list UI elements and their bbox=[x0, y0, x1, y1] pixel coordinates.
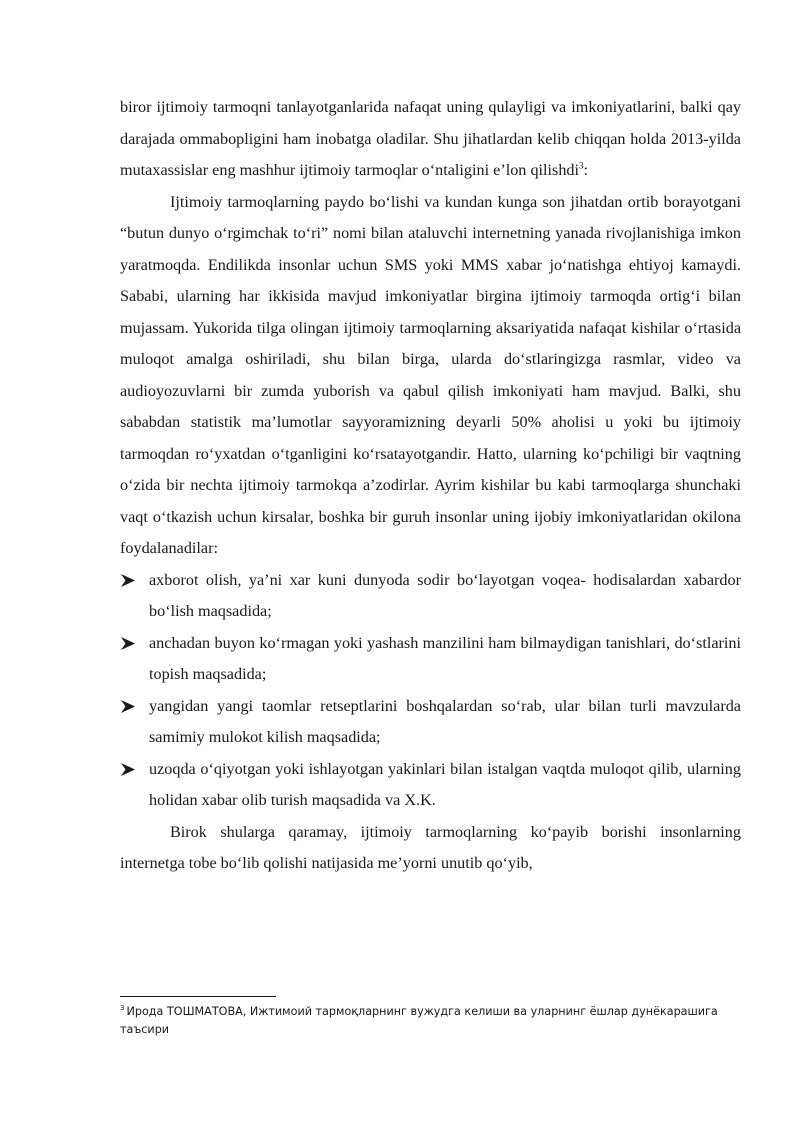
arrowhead-bullet-icon bbox=[120, 565, 140, 597]
list-item bbox=[120, 565, 741, 628]
paragraph-3: Birok shularga qaramay, ijtimoiy tarmoqlarning ko‘payib borishi insonlarning internetga tobe bo‘lib qolishi natijasida me’yorni unutib qo‘yib, bbox=[120, 822, 741, 872]
paragraph-2: Ijtimoiy tarmoqlarning paydo bo‘lishi va kundan kunga son jihatdan ortib borayotgani “butun dunyo o‘rgimchak to‘ri” nomi bilan ataluvchi internetning yanada rivojlanishiga imkon yaratmoqda. Endilikda insonlar uchun SMS yoki MMS xabar jo‘natishga ehtiyoj kamaydi. Sababi, ularning har ikkisida mavjud imkoniyatlar birgina ijtimoiy tarmoqda ortig‘i bilan mujassam. Yukorida tilga olingan ijtimoiy tarmoqlarning aksariyatida nafaqat kishilar o‘rtasida muloqot amalga oshiriladi, shu bilan birga, ularda do‘stlaringizga rasmlar, video va audioyozuvlarni bir zumda yuborish va qabul qilish imkoniyati ham mavjud. Balki, shu sababdan statistik ma’lumotlar sayyoramizning deyarli 50% aholisi u yoki bu ijtimoiy tarmoqdan ro‘yxatdan o‘tganligini ko‘rsatayotgandir. Hatto, ularning ko‘pchiligi bir vaqtning o‘zida bir nechta ijtimoiy tarmokqa a’zodirlar. Ayrim kishilar bu kabi tarmoqlarga shunchaki vaqt o‘tkazish uchun kirsalar, boshka bir guruh insonlar uning ijobiy imkoniyatlaridan okilona foydalanadilar: bbox=[120, 192, 741, 557]
paragraph-1-tail: : bbox=[583, 161, 589, 179]
bullet-list bbox=[120, 565, 741, 817]
arrowhead-bullet-icon bbox=[120, 628, 140, 660]
body-text bbox=[120, 92, 741, 880]
footnote-separator bbox=[120, 996, 276, 997]
list-item bbox=[120, 691, 741, 754]
list-item bbox=[120, 628, 741, 691]
list-item-text: uzoqda o‘qiyotgan yoki ishlayotgan yakinlari bilan istalgan vaqtda muloqot qilib, ularning holidan xabar olib turish maqsadida va X.K. bbox=[149, 759, 741, 809]
footnote-text: Ирода ТОШМАТОВА, Ижтимоий тармоқларнинг вужудга келиши ва уларнинг ёшлар дунёкарашига таъсири bbox=[120, 1005, 718, 1036]
paragraph-1-text: biror ijtimoiy tarmoqni tanlayotganlarida nafaqat uning qulayligi va imkoniyatlarini, balki qay darajada ommabopligini ham inobatga oladilar. Shu jihatlardan kelib chiqqan holda 2013-yilda mutaxassislar eng mashhur ijtimoiy tarmoqlar o‘ntaligini e’lon qilishdi bbox=[120, 98, 741, 179]
footnote-reference[interactable]: 3 bbox=[579, 160, 584, 171]
list-item bbox=[120, 754, 741, 817]
list-item-text: axborot olish, ya’ni xar kuni dunyoda sodir bo‘layotgan voqea- hodisalardan xabardor bo‘lish maqsadida; bbox=[149, 570, 741, 620]
paragraph-1 bbox=[120, 92, 741, 187]
list-item-text: anchadan buyon ko‘rmagan yoki yashash manzilini ham bilmaydigan tanishlari, do‘stlarini topish maqsadida; bbox=[149, 633, 741, 683]
footnote-number: 3 bbox=[120, 1004, 125, 1013]
footnote bbox=[120, 1003, 720, 1039]
list-item-text: yangidan yangi taomlar retseptlarini boshqalardan so‘rab, ular bilan turli mavzularda samimiy mulokot kilish maqsadida; bbox=[149, 696, 741, 746]
arrowhead-bullet-icon bbox=[120, 754, 140, 786]
arrowhead-bullet-icon bbox=[120, 691, 140, 723]
